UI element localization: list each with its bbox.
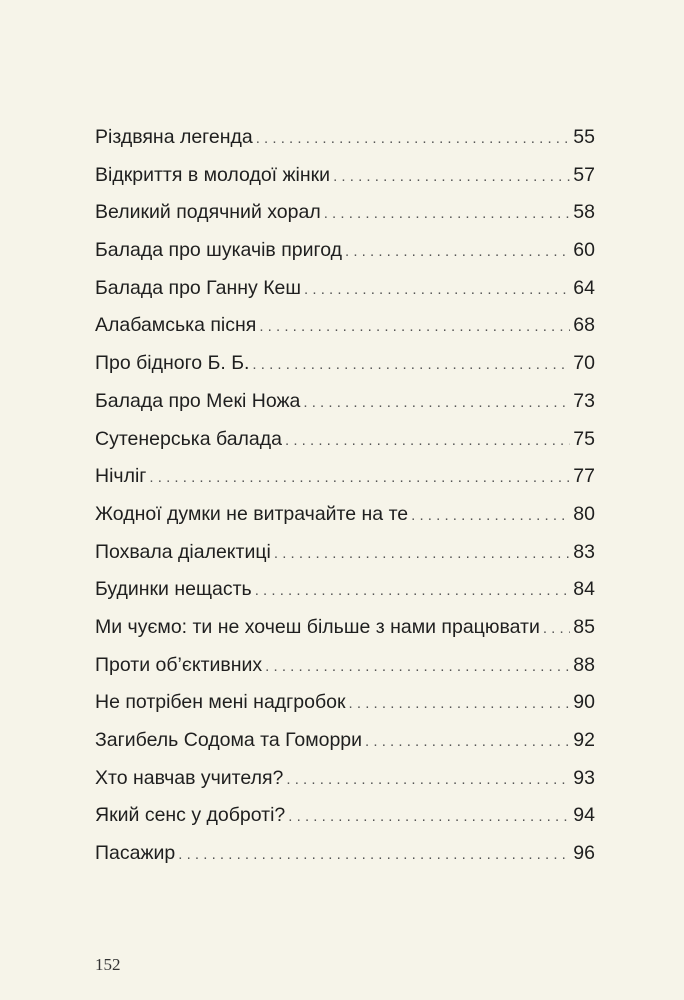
toc-entry-page: 90 <box>573 691 595 714</box>
dot-leader <box>333 158 570 196</box>
toc-entry-page: 57 <box>573 163 595 186</box>
toc-entry <box>95 534 595 572</box>
toc-entry <box>95 571 595 609</box>
toc-entry <box>95 119 595 157</box>
toc-entry <box>95 496 595 534</box>
toc-entry <box>95 307 595 345</box>
toc-entry <box>95 722 595 760</box>
toc-entry <box>95 270 595 308</box>
toc-entry-title: Відкриття в молодої жінки <box>95 163 331 186</box>
toc-entry-page: 93 <box>573 766 595 789</box>
toc-entry-title: Будинки нещасть <box>95 578 252 601</box>
toc-entry-title: Не потрібен мені надгробок <box>95 691 346 714</box>
dot-leader <box>365 723 570 761</box>
toc-entry-page: 83 <box>573 540 595 563</box>
toc-entry-page: 75 <box>573 427 595 450</box>
toc-entry <box>95 760 595 798</box>
toc-entry-title: Балада про Мекі Ножа <box>95 389 301 412</box>
page-number: 152 <box>95 955 121 974</box>
dot-leader <box>345 233 570 271</box>
toc-entry-title: Балада про шукачів пригод <box>95 239 342 262</box>
toc-entry <box>95 383 595 421</box>
toc-entry <box>95 835 595 873</box>
toc-entry-title: Різдвяна легенда <box>95 126 253 148</box>
toc-entry <box>95 458 595 496</box>
dot-leader <box>543 610 570 648</box>
dot-leader <box>149 459 570 497</box>
dot-leader <box>259 308 570 346</box>
toc-entry-page: 94 <box>573 804 595 827</box>
toc-entry-page: 58 <box>573 201 595 224</box>
toc-entry-title: Про бідного Б. Б. <box>95 352 250 375</box>
toc-entry <box>95 609 595 647</box>
toc-entry-page: 92 <box>573 729 595 751</box>
toc-entry <box>95 345 595 383</box>
dot-leader <box>411 497 570 535</box>
toc-entry-page: 85 <box>573 615 595 638</box>
toc-entry-page: 70 <box>573 352 595 375</box>
dot-leader <box>349 685 571 723</box>
toc-entry-page: 64 <box>573 276 595 299</box>
dot-leader <box>178 836 570 874</box>
toc-entry-title: Який сенс у доброті? <box>95 804 286 827</box>
toc-entry-page: 55 <box>573 126 595 148</box>
toc-entry <box>95 684 595 722</box>
toc-entry-title: Проти об’єктивних <box>95 653 263 676</box>
dot-leader <box>304 271 570 309</box>
toc-entry-page: 77 <box>573 465 595 488</box>
toc-entry-page: 73 <box>573 389 595 412</box>
dot-leader <box>255 572 571 610</box>
toc-entry-title: Хто навчав учителя? <box>95 766 284 789</box>
toc-entry-page: 68 <box>573 314 595 337</box>
toc-entry <box>95 647 595 685</box>
toc-entry <box>95 157 595 195</box>
toc-entry-title: Нічліг <box>95 465 147 488</box>
toc-entry-title: Похвала діалектиці <box>95 540 271 563</box>
toc-entry-page: 80 <box>573 502 595 525</box>
table-of-contents <box>95 119 595 873</box>
toc-entry-page: 60 <box>573 239 595 262</box>
toc-entry-page: 96 <box>573 842 595 865</box>
toc-entry-title: Сутенерська балада <box>95 427 282 450</box>
toc-entry-title: Алабамська пісня <box>95 314 257 337</box>
toc-entry-title: Балада про Ганну Кеш <box>95 276 302 299</box>
dot-leader <box>288 798 570 836</box>
toc-entry-page: 88 <box>573 653 595 676</box>
dot-leader <box>265 648 570 686</box>
toc-entry <box>95 797 595 835</box>
dot-leader <box>303 384 570 422</box>
toc-entry <box>95 194 595 232</box>
toc-entry-page: 84 <box>573 578 595 601</box>
toc-entry-title: Жодної думки не витрачайте на те <box>95 502 409 525</box>
toc-entry-title: Загибель Содома та Гоморри <box>95 729 363 751</box>
toc-entry-title: Ми чуємо: ти не хочеш більше з нами працювати <box>95 615 540 638</box>
toc-entry-title: Великий подячний хорал <box>95 201 321 224</box>
dot-leader <box>252 346 570 384</box>
toc-entry <box>95 232 595 270</box>
dot-leader <box>285 422 570 460</box>
dot-leader <box>324 195 571 233</box>
toc-entry <box>95 421 595 459</box>
dot-leader <box>256 120 571 158</box>
toc-entry-title: Пасажир <box>95 842 176 865</box>
dot-leader <box>274 535 570 573</box>
dot-leader <box>286 761 570 799</box>
